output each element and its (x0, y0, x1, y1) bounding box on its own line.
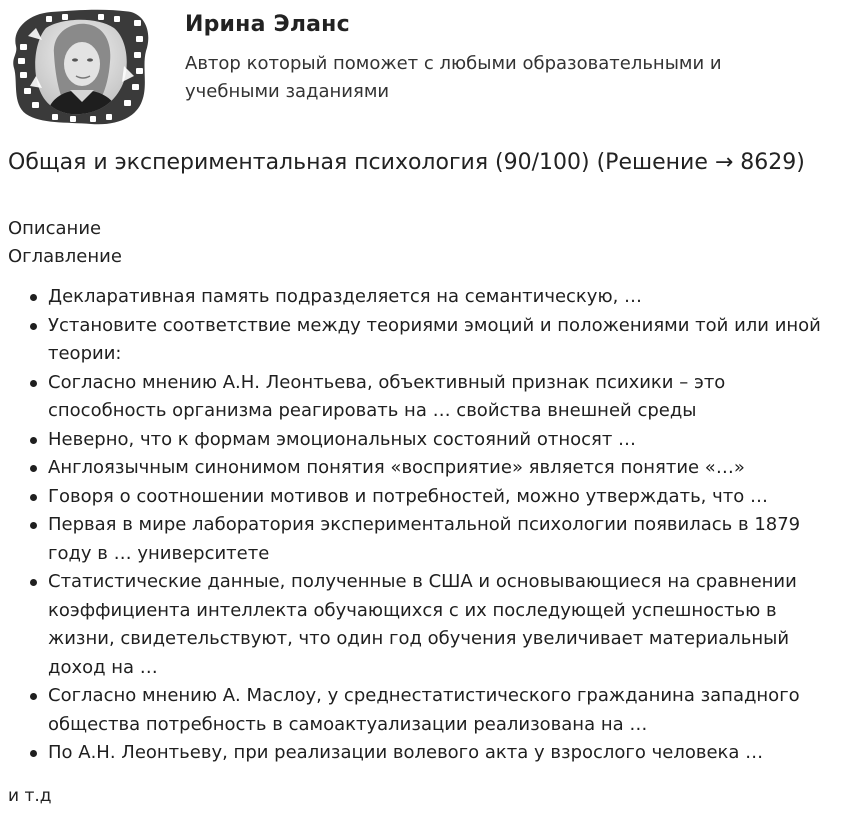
list-item-text: Первая в мире лаборатория экспериментальной психологии появилась в 1879 году в … университете (48, 514, 801, 564)
author-header (0, 0, 847, 130)
list-item (0, 312, 847, 369)
list-item (0, 739, 847, 768)
bullet-icon (30, 750, 37, 757)
list-item (0, 483, 847, 512)
list-item-text: Говоря о соотношении мотивов и потребностей, можно утверждать, что … (48, 485, 768, 507)
list-item-text: Англоязычным синонимом понятия «восприятие» является понятие «…» (48, 457, 745, 478)
bullet-icon (30, 579, 37, 586)
author-avatar[interactable] (6, 6, 152, 128)
bullet-icon (30, 323, 37, 330)
etc-text: и т.д (8, 786, 52, 806)
list-item-text: Установите соответствие между теориями эмоций и положениями той или иной теории: (48, 314, 821, 364)
bullet-icon (30, 522, 37, 529)
description-link[interactable]: Описание (8, 218, 102, 239)
list-item-text: Согласно мнению А.Н. Леонтьева, объективный признак психики – это способность организма реагировать на … свойства внешней среды (48, 371, 726, 421)
list-item (0, 511, 847, 568)
bullet-icon (30, 494, 37, 501)
filmstrip-photo-icon (6, 6, 152, 128)
list-item-text: По А.Н. Леонтьеву, при реализации волевого акта у взрослого человека … (48, 742, 764, 763)
list-item-text: Статистические данные, полученные в США и основывающиеся на сравнении коэффициента интеллекта обучающихся с их последующей успешностью в жизни, свидетельствуют, что один год обучения увеличивает материальный доход на … (48, 571, 797, 678)
bullet-icon (30, 465, 37, 472)
bullet-icon (30, 437, 37, 444)
list-item-text: Декларативная память подразделяется на семантическую, … (48, 286, 643, 307)
list-item (0, 682, 847, 739)
list-item-text: Неверно, что к формам эмоциональных состояний относят … (48, 428, 637, 450)
author-description: Автор который поможет с любыми образовательными и учебными заданиями (185, 53, 722, 102)
list-item (0, 454, 847, 483)
bullet-icon (30, 380, 37, 387)
bullet-icon (30, 693, 37, 700)
author-name[interactable]: Ирина Эланс (185, 12, 350, 37)
bullet-icon (30, 294, 37, 301)
list-item (0, 568, 847, 682)
table-of-contents-link[interactable]: Оглавление (8, 246, 122, 267)
list-item (0, 283, 847, 312)
page-title: Общая и экспериментальная психология (90/100) (Решение → 8629) (8, 150, 805, 175)
list-item (0, 426, 847, 455)
list-item-text: Согласно мнению А. Маслоу, у среднестатистического гражданина западного общества потребность в самоактуализации реализована на … (48, 685, 800, 735)
table-of-contents-list (0, 283, 847, 768)
list-item (0, 369, 847, 426)
